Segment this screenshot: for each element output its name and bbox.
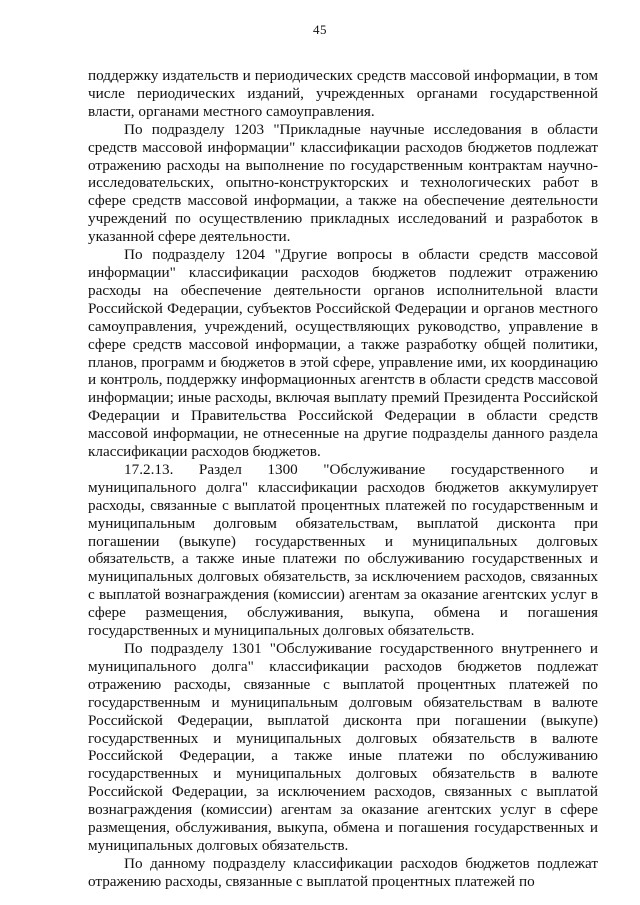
paragraph-section-1300: 17.2.13. Раздел 1300 "Обслуживание государственного и муниципального долга" классификации расходов бюджетов аккумулирует расходы, связанные с выплатой процентных платежей по государственным и муниципальным долговым обязательствам, выплатой дисконта при погашении (выкупе) государственных и муниципальных долговых обязательств, а также иные платежи по обслуживанию государственных и муниципальных долговых обязательств, за исключением расходов, связанных с выплатой вознаграждения (комиссии) агентам за оказание агентских услуг в сфере размещения, обслуживания, выкупа, обмена и погашения государственных и муниципальных долговых обязательств.	[88, 460, 598, 640]
page-number: 45	[313, 22, 327, 37]
paragraph-subsection-detail: По данному подразделу классификации расходов бюджетов подлежат отражению расходы, связанные с выплатой процентных платежей по	[88, 854, 598, 890]
document-body	[88, 67, 598, 891]
paragraph-subsection-1301: По подразделу 1301 "Обслуживание государственного внутреннего и муниципального долга" классификации расходов бюджетов подлежат отражению расходы, связанные с выплатой процентных платежей по государственным и муниципальным долговым обязательствам в валюте Российской Федерации, выплатой дисконта при погашении (выкупе) государственных и муниципальных долговых обязательств в валюте Российской Федерации, а также иные платежи по обслуживанию государственных и муниципальных долговых обязательств в валюте Российской Федерации, за исключением расходов, связанных с выплатой вознаграждения (комиссии) агентам за оказание агентских услуг в сфере размещения, обслуживания, выкупа, обмена и погашения государственных и муниципальных долговых обязательств.	[88, 640, 598, 854]
paragraph-subsection-1203: По подразделу 1203 "Прикладные научные исследования в области средств массовой информации" классификации расходов бюджетов подлежат отражению расходы на выполнение по государственным контрактам научно-исследовательских, опытно-конструкторских и технологических работ в сфере средств массовой информации, а также на обеспечение деятельности учреждений по осуществлению прикладных исследований и разработок в указанной сфере деятельности.	[88, 120, 598, 246]
paragraph-subsection-1204: По подразделу 1204 "Другие вопросы в области средств массовой информации" классификации расходов бюджетов подлежит отражению расходы на обеспечение деятельности органов исполнительной власти Российской Федерации, субъектов Российской Федерации и органов местного самоуправления, учреждений, осуществляющих руководство, управление в сфере средств массовой информации, а также разработку общей политики, планов, программ и бюджетов в этой сфере, управление ими, их координацию и контроль, поддержку информационных агентств в области средств массовой информации; иные расходы, включая выплату премий Президента Российской Федерации и Правительства Российской Федерации в области средств массовой информации, не отнесенные на другие подразделы данного раздела классификации расходов бюджетов.	[88, 246, 598, 461]
paragraph-continuation: поддержку издательств и периодических средств массовой информации, в том числе периодических изданий, учрежденных органами государственной власти, органами местного самоуправления.	[88, 67, 598, 120]
